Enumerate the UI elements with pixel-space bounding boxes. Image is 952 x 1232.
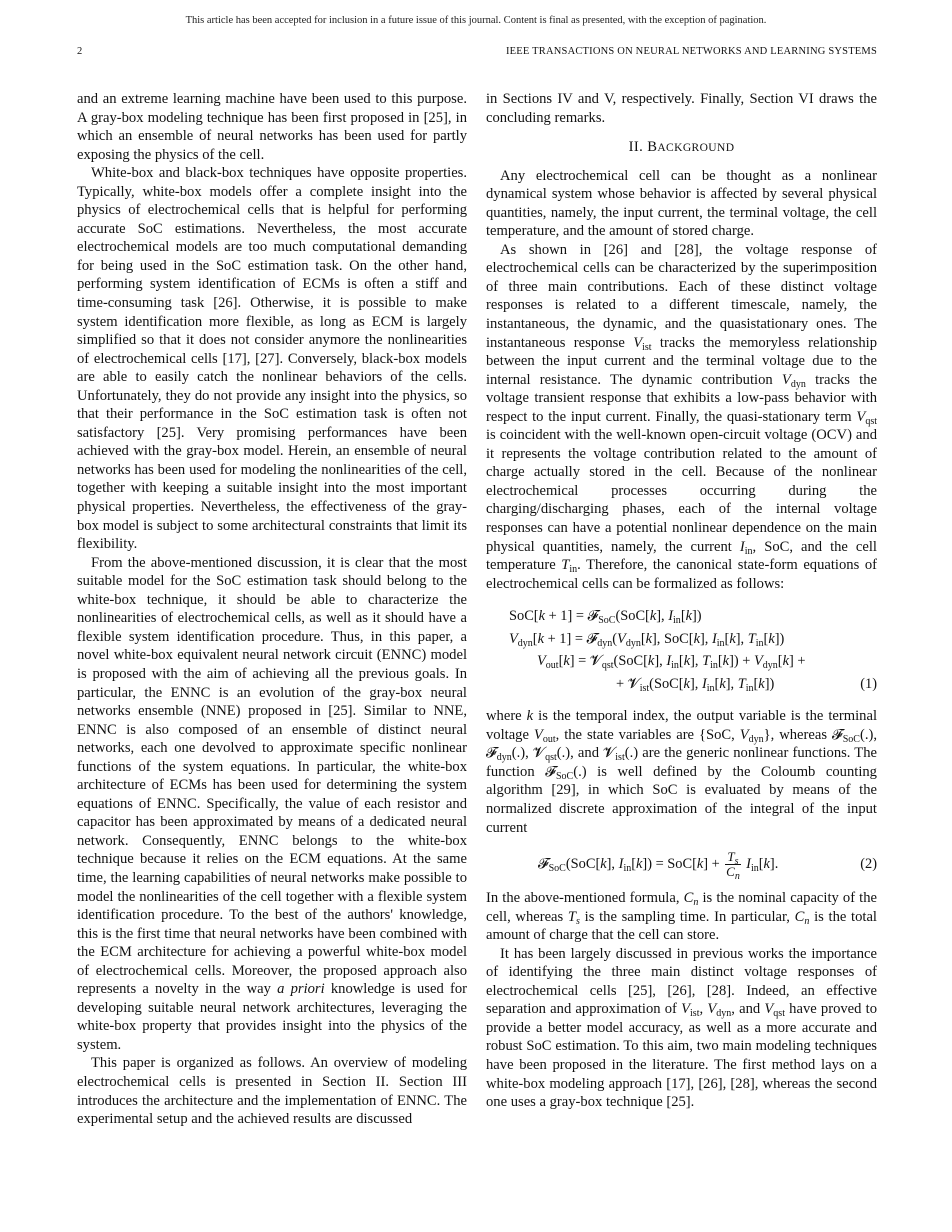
equation-1: SoC[k + 1] = 𝓕$_{SoC}$(SoC[k], $I_{in}[k]$) $V_{dyn}[k + 1]$ = $𝓕_{dyn}(V_{dyn}[k]$, SoC[k], $I_{in}[k]$, $T_{in}[k]$) $V_{out}[k]$ = 𝓥$_{qst}$(SoC[k], $I_{in}[k]$, $T_{in}[k]) + V_{dyn}[k]$ + + 𝓥$_{ist}$(SoC[k], $I_{in}[k]$, $T_{in}[k]$) (1) — [509, 608, 877, 694]
paragraph: White-box and black-box techniques have opposite properties. Typically, white-box models offer a complete insight into the physics of electrochemical cells that is helpful for performing accurate SoC estimations. Nevertheless, the most accurate electrochemical models are too much computational demanding for being used in the SoC estimation task. On the other hand, performing system identification of ECMs is often a stiff and time-consuming task [26]. Otherwise, it is possible to make system identification more flexible, as long as ECM is largely simplified so that it does not consider anymore the nonlinearities of electrochemical cells [17], [27]. Conversely, black-box models are able to easily catch the nonlinear behaviors of the cells. Unfortunately, they do not provide any insight into the physics, so that their performance in the SoC estimation task is often not satisfactory [25]. Very promising performances have been achieved with the gray-box model. Herein, an ensemble of neural networks has been used for modeling the nonlinearities of the cell, together with keeping a suitable insight into the most important physical properties. Nevertheless, the effectiveness of the gray-box model is subject to some architectural constraints that limit its flexibility. — [77, 165, 467, 553]
paragraph: In the above-mentioned formula, $C_n$ is the nominal capacity of the cell, whereas $T_s$ is the sampling time. In particular, $C_n$ is the total amount of charge that the cell can store. — [486, 890, 878, 944]
page-number: 2 — [77, 46, 83, 57]
paragraph: in Sections IV and V, respectively. Finally, Section VI draws the concluding remarks. — [486, 91, 877, 126]
equation-number: (2) — [860, 856, 877, 873]
right-column — [486, 90, 877, 1112]
journal-title: IEEE TRANSACTIONS ON NEURAL NETWORKS AND LEARNING SYSTEMS — [505, 46, 877, 57]
equation-2: 𝓕$_{SoC}$(SoC[k], $I_{in}[k]) = SoC[k]$ + $\frac{T_s}{C_n}$ $I_{in}[k]$. (2) — [486, 847, 877, 881]
left-column — [77, 90, 467, 1129]
acceptance-notice: This article has been accepted for inclusion in a future issue of this journal. Content is final as presented, with the exception of pagination. — [185, 15, 767, 26]
paragraph: and an extreme learning machine have been used to this purpose. A gray-box modeling technique has been first proposed in [25], in which an ensemble of neural networks has been used for partly exposing the physics of the cell. — [77, 91, 467, 163]
equation-number: (1) — [860, 675, 877, 692]
section-heading: II. BACKGROUND — [628, 139, 735, 156]
paragraph: As shown in [26] and [28], the voltage response of electrochemical cells can be characterized by the superimposition of three main contributions. Each of these distinct voltage responses is related to a different timescale, namely, the instantaneous, the dynamic, and the quasistationary ones. The instantaneous response $V_{ist}$ tracks the memoryless relationship between the input current and the terminal voltage due to the internal resistance. The dynamic contribution $V_{dyn}$ tracks the voltage transient response that exhibits a low-pass behavior with respect to the input current. Finally, the quasi-stationary term $V_{qst}$ is coincident with the well-known open-circuit voltage (OCV) and it represents the voltage contribution related to the amount of charge actually stored in the cell. Because of the nonlinear electrochemical processes occurring during the charging/discharging phases, each of the internal voltage responses can have a potential nonlinear dependence on the main physical quantities, namely, the current $I_{in}$, SoC, and the cell temperature $T_{in}$. Therefore, the canonical state-form equations of electrochemical cells can be formalized as follows: — [486, 241, 878, 592]
paragraph: where k is the temporal index, the output variable is the terminal voltage $V_{out}$, the state variables are {SoC, $V_{dyn}$}, whereas 𝓕$_{SoC}$(.), 𝓕$_{dyn}$(.), 𝓥$_{qst}$(.), and 𝓥$_{ist}$(.) are the generic nonlinear functions. The function 𝓕$_{SoC}$(.) is well defined by the Coloumb counting algorithm [29], in which SoC is evaluated by means of the normalized discrete approximation of the integral of the input current — [486, 708, 878, 836]
paragraph: It has been largely discussed in previous works the importance of identifying the three main distinct voltage responses of electrochemical cells [25], [26], [28]. Indeed, an effective separation and approximation of $V_{ist}$, $V_{dyn}$, and $V_{qst}$ have proved to provide a better model accuracy, as well as a more accurate and robust SoC estimation. To this aim, two main modeling techniques have been proposed in the literature. The first method lays on a white-box modeling approach [17], [26], [28], whereas the second one uses a gray-box technique [25]. — [486, 945, 877, 1111]
paragraph: From the above-mentioned discussion, it is clear that the most suitable model for the SoC estimation task should belong to the white-box technique, it should be able to characterize the nonlinearities of electrochemical cells, as well as it should have a flexible system identification procedure. Thus, in this paper, a novel white-box equivalent neural network circuit (ENNC) model is proposed with the aim of achieving all the previous goals. In particular, the ENNC is an evolution of the gray-box neural networks ensemble (NNE) proposed in [25]. Similar to NNE, ENNC is also composed of an ensemble of distinct neural networks, each one devolved to approximate specific nonlinear functions of the system equations. In particular, the white-box architecture of ECMs has been used for determining the system equations of ENNC. Specifically, the value of each resistor and capacitor has been approximated by means of a dedicated neural network. Consequently, ENNC belongs to the white-box technique because it relies on the ECM equations. At the same time, the learning capabilities of neural networks make possible to model the nonlinearities of the cell together with a flexible system identification procedure. To the best of the authors' knowledge, this is the first time that neural networks have been combined with the ECM architecture for achieving a powerful white-box model of electrochemical cells. Moreover, the proposed approach also represents a novelty in the way a priori knowledge is used for developing suitable neural network architectures, leveraging the white-box property that provides insight into the physics of the system. — [77, 554, 467, 1053]
paragraph: Any electrochemical cell can be thought as a nonlinear dynamical system whose behavior is affected by several physical quantities, namely, the input current, the terminal voltage, the cell temperature, and the amount of stored charge. — [486, 167, 877, 240]
paragraph: This paper is organized as follows. An overview of modeling electrochemical cells is presented in Section II. Section III introduces the architecture and the implementation of ENNC. The experimental setup and the achieved results are discussed — [77, 1055, 467, 1128]
italic-term: a priori — [277, 981, 325, 998]
